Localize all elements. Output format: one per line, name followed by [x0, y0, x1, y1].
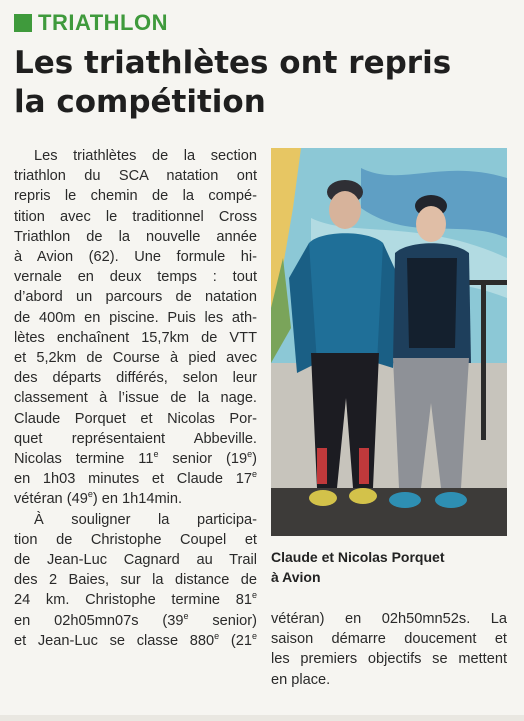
- body-line: Nicolas termine 11e senior (19e): [14, 449, 257, 468]
- body-line: en 02h05mn07s (39e senior): [14, 610, 257, 629]
- body-line: d’abord un parcours de natation: [14, 289, 257, 306]
- caption-line-1: Claude et Nicolas Porquet: [271, 549, 445, 565]
- headline-line-2: la compétition: [14, 84, 266, 120]
- page-edge: [0, 715, 524, 721]
- photo-caption: [271, 547, 507, 587]
- body-line: Triathlon de la nouvelle année: [14, 228, 257, 245]
- section-kicker: [14, 10, 168, 36]
- caption-line-2: à Avion: [271, 569, 321, 585]
- body-line: saison démarre doucement et: [271, 631, 507, 648]
- body-line: triathlon du SCA natation ont: [14, 168, 257, 185]
- body-line: vétéran (49e) en 1h14min.: [14, 489, 183, 508]
- body-line: et 5,2km de Course à pied avec: [14, 350, 257, 367]
- body-line: de 400m en piscine. Puis les ath-: [14, 309, 257, 326]
- kicker-square-icon: [14, 14, 32, 32]
- body-line: repris le chemin de la compé-: [14, 188, 257, 205]
- body-line: de Jean-Luc Cagnard au Trail: [14, 552, 257, 569]
- body-line: À souligner la participa-: [34, 511, 257, 528]
- body-line: quet représentaient Abbeville.: [14, 430, 257, 447]
- asphalt: [271, 488, 507, 536]
- body-line: vernale en deux temps : tout: [14, 269, 257, 286]
- railing-post: [481, 280, 486, 440]
- headline: [14, 44, 514, 122]
- body-line: tition avec le traditionnel Cross: [14, 208, 257, 225]
- body-line: les premiers objectifs se mettent: [271, 651, 507, 668]
- body-line: Les triathlètes de la section: [34, 148, 257, 164]
- body-line: en place.: [271, 671, 331, 688]
- body-line: des départs différés, selon leur: [14, 370, 257, 387]
- body-line: lètes enchaînent 15,7km de VTT: [14, 329, 257, 346]
- body-line: en 1h03 minutes et Claude 17e: [14, 469, 257, 488]
- photo-illustration: [271, 148, 507, 536]
- body-line: à Avion (62). Une formule hi-: [14, 249, 257, 266]
- railing-bar: [467, 280, 507, 285]
- section-label: TRIATHLON: [38, 10, 168, 35]
- body-line: Claude Porquet et Nicolas Por-: [14, 410, 257, 427]
- article-body-right: [271, 609, 507, 690]
- body-line: 24 km. Christophe termine 81e: [14, 590, 257, 609]
- article-photo: [271, 148, 507, 536]
- body-line: vétéran) en 02h50mn52s. La: [271, 611, 507, 627]
- body-line: tion de Christophe Coupel et: [14, 531, 257, 548]
- headline-line-1: Les triathlètes ont repris: [14, 45, 452, 81]
- body-line: classement à l’issue de la nage.: [14, 390, 257, 407]
- body-line: et Jean-Luc se classe 880e (21e: [14, 630, 257, 649]
- article-body-left: [14, 146, 257, 651]
- body-line: des 2 Baies, sur la distance de: [14, 572, 257, 589]
